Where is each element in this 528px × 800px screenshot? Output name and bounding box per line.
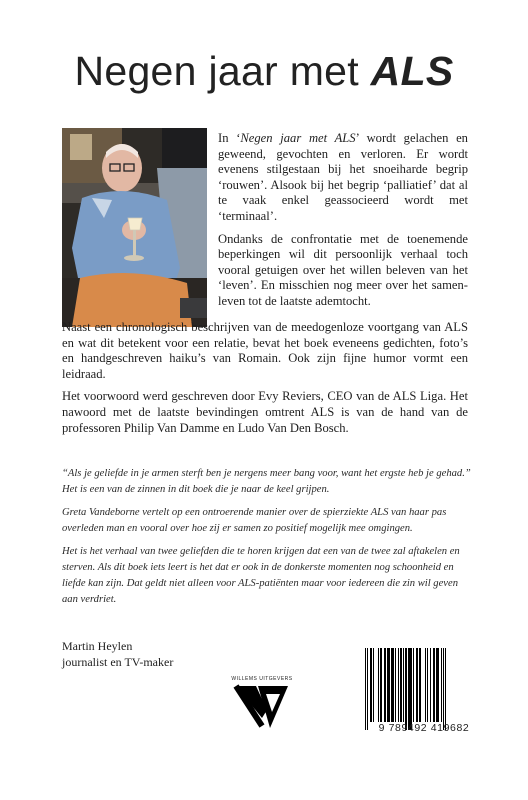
barcode-bar [430,648,431,722]
review-quote [62,466,476,615]
author-photo [62,128,207,327]
isbn-barcode [365,648,483,734]
publisher-logo-icon [222,682,302,732]
barcode-bar [395,648,396,722]
barcode-bar [427,648,428,722]
isbn-number: 9 789492 419682 [378,722,470,734]
publisher-name: WILLEMS UITGEVERS [231,676,293,682]
paragraph-1 [218,131,468,225]
barcode-bar [378,648,379,722]
barcode-bar [445,648,446,730]
title-emphasis: ALS [370,48,454,94]
quote-paragraph-2: Greta Vandeborne vertelt op een ontroerende manier over de spierziekte ALS van haar pas overleden man en vooral over hoe zij er samen zo positief mogelijk mee omgingen. [62,507,447,534]
paragraph-2: Ondanks de confrontatie met de toenemende beperkingen wil dit persoonlijk verhaal toch vooral getuigen over het willen beleven van het ‘leven’. En misschien nog meer over het samen-leven tot de laatste ademtocht. [218,231,468,308]
reviewer-name: Martin Heylen [62,639,133,653]
barcode-bar [373,648,374,722]
barcode-bar [443,648,444,730]
barcode-bars [365,648,483,722]
paragraph-1-rest: ’ wordt gelachen en geweend, gevochten en verloren. Er wordt evenens stilgestaan bij het snoeiharde begrip ‘rouwen’. Alsook bij het begrip ‘palliatief’ dat al te vaak enkel geassocieerd wordt met ‘terminaal’. [218,131,468,223]
review-signature [62,638,173,670]
barcode-bar [436,648,439,722]
barcode-bar [380,648,382,722]
barcode-bar [441,648,442,722]
paragraph-3: Naast een chronologisch beschrijven van de meedogenloze voortgang van ALS en wat dit betekent voor een relatie, bevat het boek eveneens gedichten, foto’s en handgeschreven haiku’s van Romain. Ook zijn fijne humor vormt een leidraad. [62,320,468,381]
barcode-bar [365,648,366,730]
book-title [0,46,528,96]
barcode-bar [384,648,385,722]
barcode-bar [387,648,390,722]
paragraph-4: Het voorwoord werd geschreven door Evy Reviers, CEO van de ALS Liga. Het nawoord met de laatste bevindingen omtrent ALS is van de hand van de professoren Philip Van Damme en Ludo Van Den Bosch. [62,389,468,435]
paragraph-1-start: In ‘ [218,131,241,145]
barcode-bar [367,648,368,730]
barcode-bar [419,648,421,722]
main-text [62,320,468,443]
photo-illustration [62,128,207,327]
barcode-bar [400,648,401,722]
barcode-bar [391,648,393,722]
paragraph-1-title-ref: Negen jaar met ALS [240,131,356,145]
barcode-bar [405,648,407,730]
barcode-bar [403,648,404,722]
barcode-bar [370,648,372,722]
intro-text [218,131,468,317]
publisher-logo [222,676,302,737]
barcode-bar [398,648,399,722]
barcode-bar [416,648,417,722]
barcode-bar [433,648,435,722]
quote-paragraph-1: “Als je geliefde in je armen sterft ben je nergens meer bang voor, want het ergste heb je gehad.” Het is een van de zinnen in dit boek die je naar de keel grijpen. [62,468,471,495]
barcode-bar [413,648,414,722]
quote-paragraph-3: Het is het verhaal van twee geliefden die te horen krijgen dat een van de twee zal aftakelen en sterven. Als dit boek iets leert is het dat er ook in de donkerste momenten nog schoonheid en liefde kan zijn. Dat geldt niet alleen voor ALS-patiënten maar voor iedereen die zin wil geven aan verdriet. [62,546,460,605]
title-main: Negen jaar met [74,48,359,94]
barcode-bar [425,648,426,722]
reviewer-role: journalist en TV-maker [62,655,174,669]
barcode-bar [408,648,411,730]
